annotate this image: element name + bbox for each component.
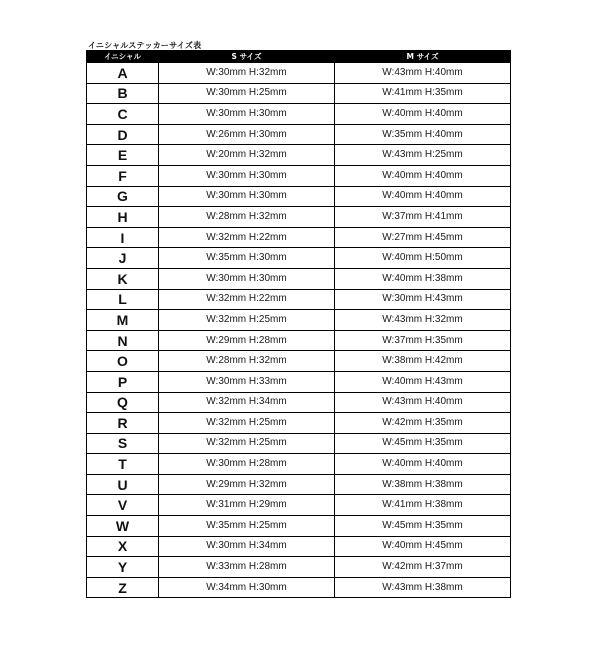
table-row [87, 392, 511, 413]
initial-cell: B [87, 83, 159, 104]
table-row [87, 536, 511, 557]
s-size-cell: W:35mm H:25mm [159, 516, 335, 537]
table-row [87, 413, 511, 434]
initial-cell: Y [87, 557, 159, 578]
s-size-cell: W:30mm H:30mm [159, 186, 335, 207]
initial-cell: K [87, 268, 159, 289]
initial-cell: W [87, 516, 159, 537]
s-size-cell: W:29mm H:32mm [159, 474, 335, 495]
s-size-cell: W:32mm H:25mm [159, 413, 335, 434]
m-size-cell: W:40mm H:50mm [335, 248, 511, 269]
s-size-cell: W:31mm H:29mm [159, 495, 335, 516]
table-header [87, 51, 511, 63]
initial-cell: Q [87, 392, 159, 413]
table-row [87, 351, 511, 372]
s-size-cell: W:30mm H:30mm [159, 268, 335, 289]
s-size-cell: W:28mm H:32mm [159, 351, 335, 372]
m-size-cell: W:45mm H:35mm [335, 433, 511, 454]
m-size-cell: W:40mm H:45mm [335, 536, 511, 557]
table-row [87, 474, 511, 495]
initial-cell: F [87, 165, 159, 186]
table-row [87, 577, 511, 598]
table-body [87, 63, 511, 598]
s-size-cell: W:30mm H:30mm [159, 165, 335, 186]
initial-cell: M [87, 310, 159, 331]
table-row [87, 145, 511, 166]
table-row [87, 557, 511, 578]
m-size-cell: W:40mm H:40mm [335, 165, 511, 186]
initial-cell: V [87, 495, 159, 516]
initial-cell: Z [87, 577, 159, 598]
initial-cell: D [87, 124, 159, 145]
initial-cell: G [87, 186, 159, 207]
s-size-cell: W:30mm H:32mm [159, 63, 335, 84]
table-row [87, 454, 511, 475]
s-size-cell: W:30mm H:25mm [159, 83, 335, 104]
m-size-cell: W:42mm H:35mm [335, 413, 511, 434]
s-size-cell: W:20mm H:32mm [159, 145, 335, 166]
m-size-cell: W:43mm H:38mm [335, 577, 511, 598]
table-row [87, 371, 511, 392]
table-row [87, 227, 511, 248]
s-size-cell: W:30mm H:34mm [159, 536, 335, 557]
size-table [86, 50, 511, 598]
table-row [87, 248, 511, 269]
m-size-cell: W:38mm H:38mm [335, 474, 511, 495]
table-row [87, 289, 511, 310]
s-size-cell: W:32mm H:25mm [159, 433, 335, 454]
s-size-cell: W:32mm H:22mm [159, 227, 335, 248]
s-size-cell: W:30mm H:28mm [159, 454, 335, 475]
m-size-cell: W:43mm H:32mm [335, 310, 511, 331]
initial-cell: R [87, 413, 159, 434]
m-size-cell: W:41mm H:35mm [335, 83, 511, 104]
m-size-cell: W:27mm H:45mm [335, 227, 511, 248]
s-size-cell: W:30mm H:33mm [159, 371, 335, 392]
table-row [87, 104, 511, 125]
m-size-cell: W:30mm H:43mm [335, 289, 511, 310]
m-size-cell: W:45mm H:35mm [335, 516, 511, 537]
table-caption: イニシャルステッカーサイズ表 [88, 41, 202, 50]
m-size-cell: W:40mm H:40mm [335, 454, 511, 475]
m-size-cell: W:42mm H:37mm [335, 557, 511, 578]
s-size-cell: W:29mm H:28mm [159, 330, 335, 351]
s-size-cell: W:32mm H:34mm [159, 392, 335, 413]
table-row [87, 310, 511, 331]
m-size-cell: W:43mm H:40mm [335, 63, 511, 84]
initial-cell: O [87, 351, 159, 372]
table-row [87, 330, 511, 351]
initial-cell: P [87, 371, 159, 392]
m-size-cell: W:40mm H:38mm [335, 268, 511, 289]
table-row [87, 83, 511, 104]
header-s-size: S サイズ [159, 51, 335, 63]
m-size-cell: W:40mm H:40mm [335, 186, 511, 207]
initial-cell: C [87, 104, 159, 125]
s-size-cell: W:34mm H:30mm [159, 577, 335, 598]
s-size-cell: W:35mm H:30mm [159, 248, 335, 269]
initial-cell: U [87, 474, 159, 495]
s-size-cell: W:28mm H:32mm [159, 207, 335, 228]
table-row [87, 186, 511, 207]
m-size-cell: W:35mm H:40mm [335, 124, 511, 145]
table-row [87, 433, 511, 454]
m-size-cell: W:37mm H:41mm [335, 207, 511, 228]
m-size-cell: W:41mm H:38mm [335, 495, 511, 516]
s-size-cell: W:30mm H:30mm [159, 104, 335, 125]
initial-cell: N [87, 330, 159, 351]
initial-cell: E [87, 145, 159, 166]
s-size-cell: W:32mm H:25mm [159, 310, 335, 331]
initial-cell: T [87, 454, 159, 475]
table-row [87, 516, 511, 537]
m-size-cell: W:38mm H:42mm [335, 351, 511, 372]
initial-cell: A [87, 63, 159, 84]
m-size-cell: W:43mm H:25mm [335, 145, 511, 166]
m-size-cell: W:37mm H:35mm [335, 330, 511, 351]
initial-cell: I [87, 227, 159, 248]
s-size-cell: W:26mm H:30mm [159, 124, 335, 145]
table-row [87, 268, 511, 289]
table-row [87, 495, 511, 516]
initial-cell: J [87, 248, 159, 269]
table-row [87, 124, 511, 145]
header-row [87, 51, 511, 63]
m-size-cell: W:40mm H:40mm [335, 104, 511, 125]
table-row [87, 207, 511, 228]
m-size-cell: W:40mm H:43mm [335, 371, 511, 392]
s-size-cell: W:33mm H:28mm [159, 557, 335, 578]
header-initial: イニシャル [87, 51, 159, 63]
header-m-size: M サイズ [335, 51, 511, 63]
m-size-cell: W:43mm H:40mm [335, 392, 511, 413]
initial-cell: S [87, 433, 159, 454]
initial-cell: L [87, 289, 159, 310]
initial-cell: H [87, 207, 159, 228]
initial-cell: X [87, 536, 159, 557]
table-row [87, 165, 511, 186]
table-row [87, 63, 511, 84]
s-size-cell: W:32mm H:22mm [159, 289, 335, 310]
